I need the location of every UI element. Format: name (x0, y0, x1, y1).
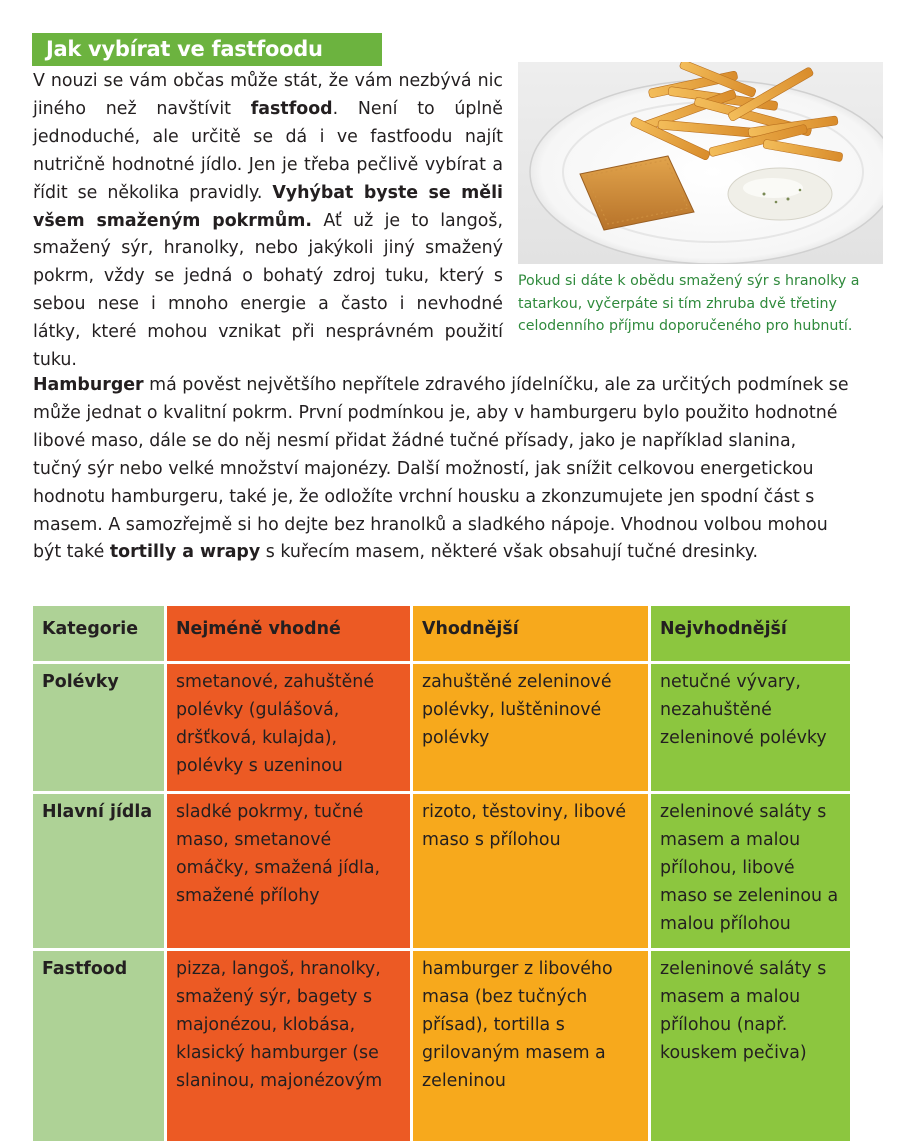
cell-most-suitable: zeleninové saláty s masem a malou přílohou, libové maso se zeleninou a malou přílohou (651, 794, 853, 951)
hamburger-part-2: s kuřecím masem, některé však obsahují tučné dresinky. (260, 542, 758, 563)
header-most-suitable: Nejvhodnější (651, 606, 853, 664)
intro-part-3: Ať už je to langoš, smažený sýr, hranolky, nebo jakýkoli jiný smažený pokrm, vždy se jedná o bohatý zdroj tuku, který s sebou nese i mnoho energie a často i nevhodné látky, které mohou vznikat při nesprávném použití tuku. (33, 210, 503, 371)
table-row (33, 794, 853, 951)
intro-fastfood-bold: fastfood (250, 98, 333, 119)
intro-avoid-fried-bold: Vyhýbat byste se měli všem smaženým pokrmům. (33, 182, 504, 231)
hamburger-text (33, 372, 849, 567)
tartar-sauce (728, 168, 832, 220)
intro-paragraph (33, 68, 503, 375)
row-category: Polévky (33, 664, 167, 794)
row-category: Fastfood (33, 951, 167, 1144)
cell-more-suitable: zahuštěné zeleninové polévky, luštěninové polévky (413, 664, 651, 794)
intro-text (33, 68, 503, 375)
table-header-row (33, 606, 853, 664)
cell-most-suitable: zeleninové saláty s masem a malou přílohou (např. kouskem pečiva) (651, 951, 853, 1144)
table-row (33, 951, 853, 1144)
hamburger-part-1: má pověst největšího nepřítele zdravého jídelníčku, ale za určitých podmínek se může jednat o kvalitní pokrm. První podmínkou je, aby v hamburgeru bylo použito hodnotné libové maso, dále se do něj nesmí přidat žádné tučné přísady, jako je například slanina, tučný sýr nebo velké množství majonézy. Další možností, jak snížit celkovou energetickou hodnotu hamburgeru, také je, že odložíte vrchní housku a zkonzumujete jen spodní část s masem. A samozřejmě si ho dejte bez hranolků a sladkého nápoje. Vhodnou volbou mohou být také (33, 375, 849, 563)
header-more-suitable: Vhodnější (413, 606, 651, 664)
table-row (33, 664, 853, 794)
cell-least-suitable: smetanové, zahuštěné polévky (gulášová, dršťková, kulajda), polévky s uzeninou (167, 664, 413, 794)
cell-most-suitable: netučné vývary, nezahuštěné zeleninové polévky (651, 664, 853, 794)
cell-more-suitable: hamburger z libového masa (bez tučných přísad), tortilla s grilovaným masem a zeleninou (413, 951, 651, 1144)
tortilla-bold: tortilly a wrapy (109, 542, 261, 563)
intro-part-1: V nouzi se vám občas může stát, že vám nezbývá nic jiného než navštívit (33, 71, 503, 119)
intro-part-2: . Není to úplně jednoduché, ale určitě se dá i ve fastfoodu najít nutričně hodnotné jídlo. Jen je třeba pečlivě vybírat a řídit se několika pravidly. (33, 98, 503, 203)
row-category: Hlavní jídla (33, 794, 167, 951)
cell-least-suitable: pizza, langoš, hranolky, smažený sýr, bagety s majonézou, klobása, klasický hamburger (se slaninou, majonézovým (167, 951, 413, 1144)
hamburger-bold: Hamburger (33, 375, 144, 395)
header-category: Kategorie (33, 606, 167, 664)
cell-more-suitable: rizoto, těstoviny, libové maso s přílohou (413, 794, 651, 951)
hamburger-paragraph (33, 372, 849, 567)
cell-least-suitable: sladké pokrmy, tučné maso, smetanové omáčky, smažená jídla, smažené přílohy (167, 794, 413, 951)
section-heading: Jak vybírat ve fastfoodu (32, 33, 382, 66)
food-comparison-table (33, 606, 853, 1144)
fried-cheese-photo (518, 62, 883, 264)
fried-cheese-plate-image (518, 62, 883, 264)
photo-caption: Pokud si dáte k obědu smažený sýr s hranolky a tatarkou, vyčerpáte si tím zhruba dvě třetiny celodenního příjmu doporučeného pro hubnutí. (518, 273, 860, 335)
header-least-suitable: Nejméně vhodné (167, 606, 413, 664)
